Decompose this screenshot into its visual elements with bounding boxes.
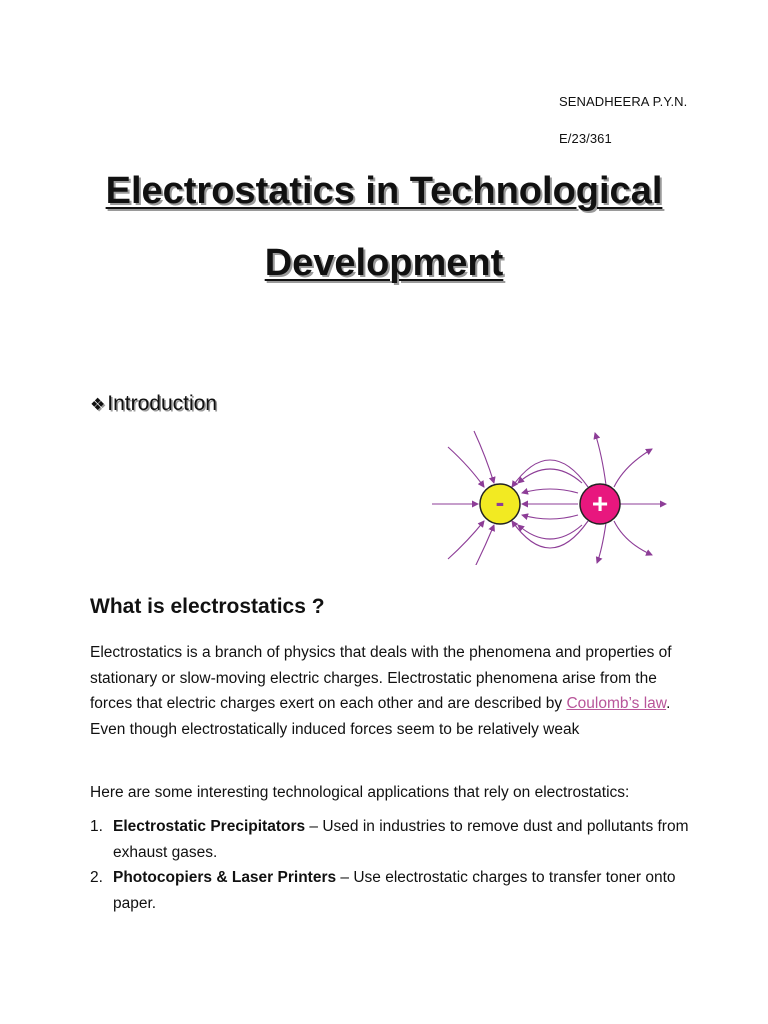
field-line (597, 523, 606, 563)
positive-charge-label: + (591, 488, 609, 519)
list-description: – Used in industries to remove dust and pollutants from exhaust gases. (113, 818, 689, 861)
field-line (474, 431, 494, 483)
applications-intro: Here are some interesting technological applications that rely on electrostatics: (90, 784, 630, 801)
diamond-bullet-icon: ❖ (90, 395, 106, 414)
list-item (90, 814, 690, 865)
introduction-heading (90, 392, 217, 416)
field-line (595, 433, 606, 485)
paragraph-text: . Even though electrostatically induced forces seem to be relatively weak (90, 695, 671, 738)
field-line (614, 521, 652, 555)
field-lines (432, 431, 666, 565)
field-line (512, 521, 588, 548)
author-name: SENADHEERA P.Y.N. (559, 94, 688, 109)
field-line (448, 447, 484, 487)
field-line (512, 460, 588, 487)
field-line (448, 521, 484, 559)
coulombs-law-link[interactable]: Coulomb’s law (566, 695, 667, 712)
field-line (614, 449, 652, 487)
document-title-line-2: Development (264, 242, 504, 284)
paragraph-text: Electrostatics is a branch of physics that deals with the phenomena and properties of stationary or slow-moving electric charges. Electrostatic phenomena arise from the forces that electric charges exert on each other and are described by (90, 644, 672, 712)
definition-paragraph (90, 640, 690, 742)
electric-field-diagram (420, 425, 670, 565)
section-heading: What is electrostatics ? (90, 595, 325, 618)
field-line (522, 489, 578, 493)
list-item (90, 865, 690, 916)
applications-list (90, 814, 690, 916)
field-line (518, 469, 582, 483)
list-description: – Use electrostatic charges to transfer toner onto paper. (113, 869, 676, 912)
list-number: 2. (90, 869, 103, 886)
document-title-line-1: Electrostatics in Technological (105, 170, 663, 212)
field-line (518, 525, 582, 539)
list-term: Electrostatic Precipitators (113, 818, 306, 835)
list-number: 1. (90, 818, 103, 835)
negative-charge-label: - (495, 487, 505, 517)
list-term: Photocopiers & Laser Printers (113, 869, 337, 886)
introduction-label: Introduction (107, 392, 217, 415)
author-id: E/23/361 (559, 131, 612, 146)
field-line (522, 515, 578, 519)
